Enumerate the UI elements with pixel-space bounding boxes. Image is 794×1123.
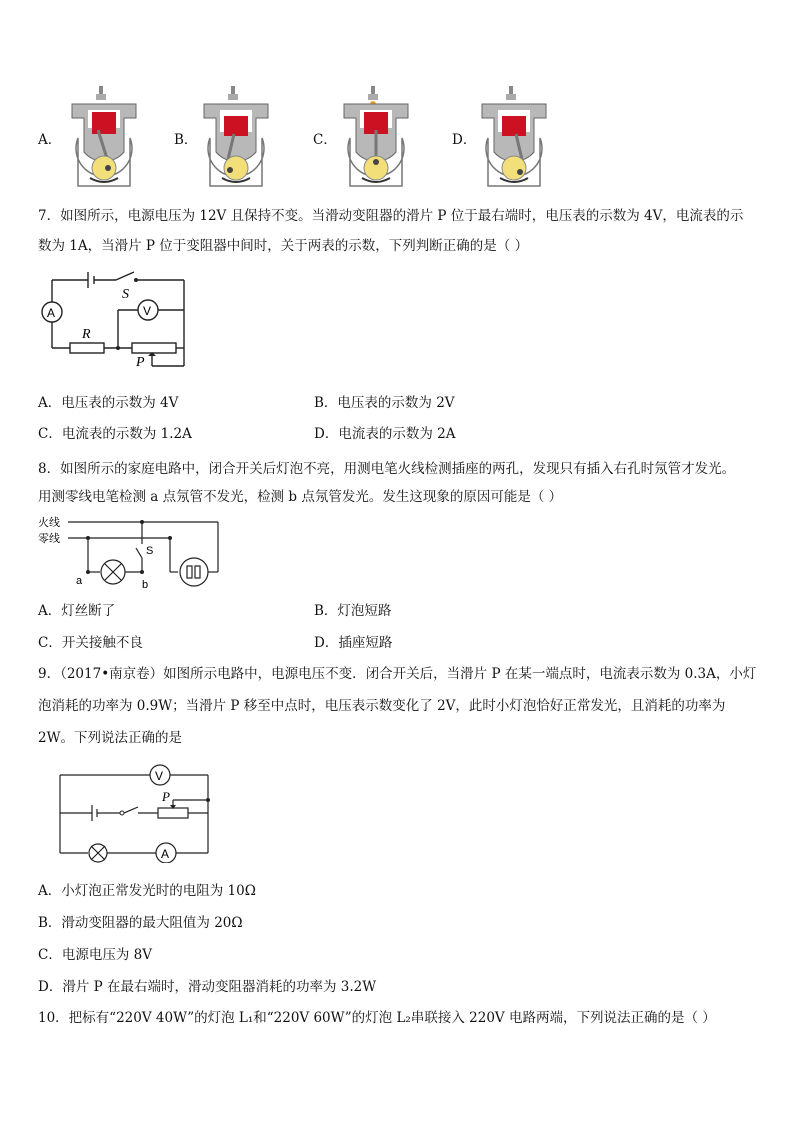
- q8-stem-line-1: 8．如图所示的家庭电路中，闭合开关后灯泡不亮，用测电笔火线检测插座的两孔，发现只有插入右孔时氖管才发光。: [38, 461, 736, 477]
- q7-option-b[interactable]: B．电压表的示数为 2V: [314, 395, 455, 411]
- q8-point-a-label: a: [76, 575, 83, 587]
- q9-voltmeter-label: V: [155, 769, 164, 783]
- q6-engine-c-figure: [340, 86, 412, 194]
- q7-voltmeter-label: V: [143, 304, 152, 318]
- q7-option-c[interactable]: C．电流表的示数为 1.2A: [38, 426, 192, 442]
- q9-stem-line-2: 泡消耗的功率为 0.9W；当滑片 P 移至中点时，电压表示数变化了 2V，此时小灯泡恰好正常发光，且消耗的功率为: [38, 698, 726, 714]
- q9-slider-label: P: [162, 789, 170, 804]
- q7-ammeter-label: A: [47, 306, 56, 320]
- q8-stem-line-2: 用测零线电笔检测 a 点氖管不发光，检测 b 点氖管发光。发生这现象的原因可能是（ ）: [38, 489, 563, 505]
- q9-stem-line-1: 9．（2017•南京卷）如图所示电路中，电源电压不变．闭合开关后，当滑片 P 在某一端点时，电流表示数为 0.3A，小灯: [38, 666, 757, 682]
- q7-circuit-diagram: [38, 266, 198, 376]
- q6-engine-b-figure: [200, 86, 272, 194]
- q7-stem-line-2: 数为 1A，当滑片 P 位于变阻器中间时，关于两表的示数，下列判断正确的是（ ）: [38, 238, 529, 254]
- q7-resistor-label: R: [82, 327, 91, 342]
- q8-option-b[interactable]: B．灯泡短路: [314, 603, 392, 619]
- q8-option-c[interactable]: C．开关接触不良: [38, 635, 143, 651]
- q9-option-c[interactable]: C．电源电压为 8V: [38, 947, 152, 963]
- q7-option-d[interactable]: D．电流表的示数为 2A: [314, 426, 456, 442]
- q8-live-wire-label: 火线: [38, 516, 60, 529]
- q7-slider-label: P: [136, 355, 145, 370]
- q6-option-c-letter: C．: [313, 132, 337, 148]
- q6-options: [0, 80, 794, 195]
- q8-option-d[interactable]: D．插座短路: [314, 635, 393, 651]
- q9-option-d[interactable]: D．滑片 P 在最右端时，滑动变阻器消耗的功率为 3.2W: [38, 979, 377, 995]
- q6-option-d-letter: D．: [452, 132, 477, 148]
- q6-option-a-letter: A．: [38, 132, 62, 148]
- q9-ammeter-label: A: [161, 847, 170, 861]
- q8-switch-label: S: [146, 545, 154, 557]
- q9-circuit-diagram: [58, 763, 214, 863]
- q9-option-b[interactable]: B．滑动变阻器的最大阻值为 20Ω: [38, 915, 243, 931]
- q9-option-a[interactable]: A．小灯泡正常发光时的电阻为 10Ω: [38, 883, 256, 899]
- q8-point-b-label: b: [142, 579, 149, 591]
- q10-stem: 10．把标有“220V 40W”的灯泡 L₁和“220V 60W”的灯泡 L₂串联接入 220V 电路两端，下列说法正确的是（ ）: [38, 1010, 716, 1026]
- q6-option-b-letter: B．: [174, 132, 198, 148]
- q8-neutral-wire-label: 零线: [38, 532, 60, 545]
- q7-stem-line-1: 7．如图所示，电源电压为 12V 且保持不变。当滑动变阻器的滑片 P 位于最右端时，电压表的示数为 4V，电流表的示: [38, 208, 744, 224]
- q9-stem-line-3: 2W。下列说法正确的是: [38, 730, 182, 746]
- q6-engine-d-figure: [478, 86, 550, 194]
- q8-option-a[interactable]: A．灯丝断了: [38, 603, 116, 619]
- q7-switch-label: S: [122, 287, 129, 302]
- q8-circuit-diagram: [38, 514, 228, 592]
- q6-engine-a-figure: [68, 86, 140, 194]
- q7-option-a[interactable]: A．电压表的示数为 4V: [38, 395, 179, 411]
